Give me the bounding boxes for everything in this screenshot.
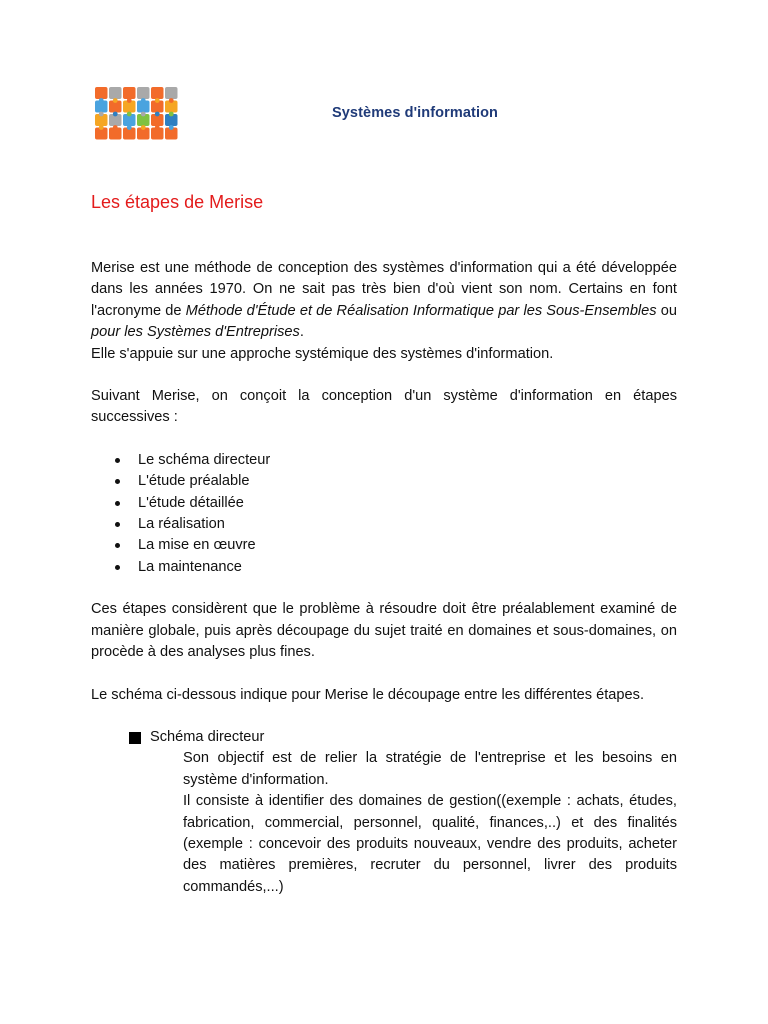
section-title: Les étapes de Merise — [91, 192, 264, 212]
list-item: Le schéma directeur — [113, 450, 677, 471]
schema-directeur-objective: Son objectif est de relier la stratégie de l'entreprise et les besoins en système d'information. — [183, 750, 677, 788]
puzzle-logo-icon — [94, 86, 182, 144]
intro-line-2: Elle s'appuie sur une approche systémique des systèmes d'information. — [91, 345, 554, 362]
schema-paragraph: Le schéma ci-dessous indique pour Merise le découpage entre les différentes étapes. — [91, 686, 645, 703]
steps-intro: Suivant Merise, on conçoit la conception d'un système d'information en étapes successives : — [91, 388, 677, 426]
list-item: La mise en œuvre — [113, 535, 677, 556]
intro-paragraph: Merise est une méthode de conception des systèmes d'information qui a été développée dans les années 1970. On ne sait pas très bien d'où vient son nom. Certains en font l'acronyme de Méthode d'Étude et de Réalisation Informatique par les Sous-Ensembles ou pour les Systèmes d'Entreprises. — [91, 260, 677, 341]
list-item: L'étude préalable — [113, 471, 677, 492]
list-item: La réalisation — [113, 514, 677, 535]
square-bullet-icon — [129, 732, 141, 744]
schema-directeur-heading — [91, 727, 677, 748]
header-title: Systèmes d'information — [332, 105, 498, 121]
document-body — [91, 258, 677, 898]
steps-list — [91, 450, 677, 578]
schema-directeur-title: Schéma directeur — [150, 728, 265, 745]
list-item: L'étude détaillée — [113, 493, 677, 514]
steps-paragraph: Ces étapes considèrent que le problème à résoudre doit être préalablement examiné de manière globale, puis après découpage du sujet traité en domaines et sous-domaines, on procède à des analyses plus fines. — [91, 601, 677, 661]
schema-directeur-detail: Il consiste à identifier des domaines de gestion((exemple : achats, études, fabrication, commercial, personnel, qualité, finances,..) et des finalités (exemple : concevoir des produits nouveaux, vendre des produits, acheter des matières premières, recruter du personnel, livrer des produits commandés,...) — [183, 793, 677, 895]
list-item: La maintenance — [113, 557, 677, 578]
